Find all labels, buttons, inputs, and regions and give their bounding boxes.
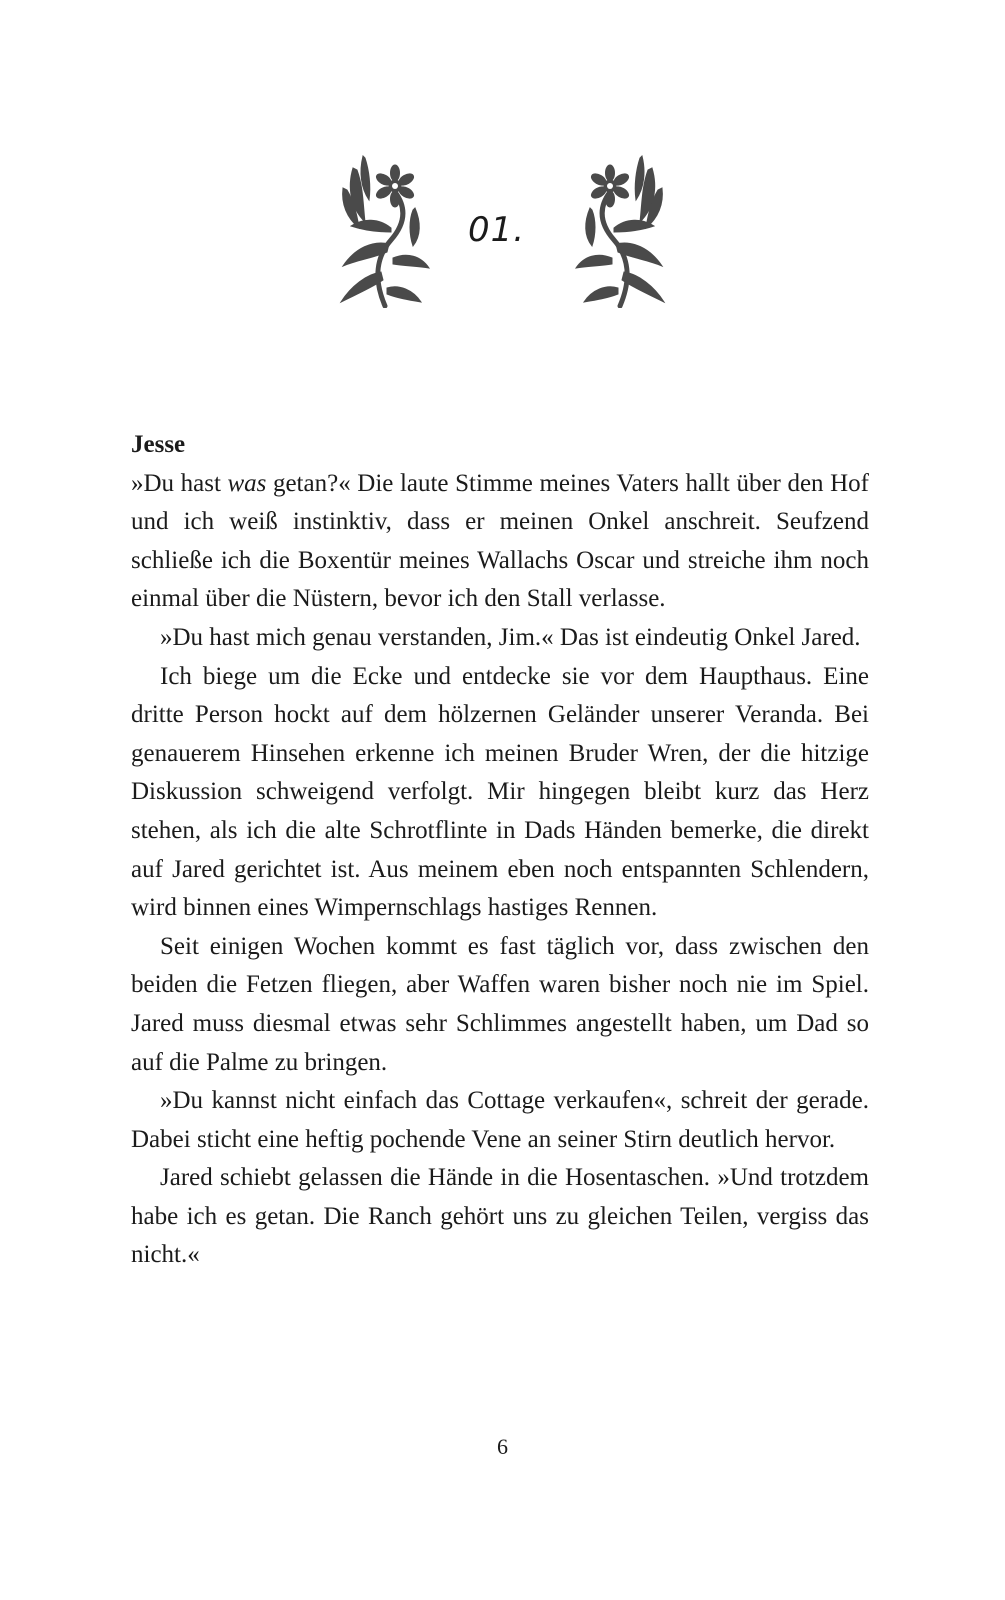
paragraph: Ich biege um die Ecke und entdecke sie vor dem Haupthaus. Eine dritte Person hockt auf dem hölzernen Geländer unserer Veranda. Bei genauerem Hinsehen erkenne ich meinen Bruder Wren, der die hitzige Diskussion schweigend verfolgt. Mir hingegen bleibt kurz das Herz stehen, als ich die alte Schrotflinte in Dads Händen bemerke, die direkt auf Jared gerichtet ist. Aus meinem eben noch entspannten Schlendern, wird binnen eines Wimpernschlags hastiges Rennen. — [131, 662, 869, 922]
page-number: 6 — [497, 1434, 508, 1459]
floral-ornament-icon — [572, 148, 672, 308]
paragraph-text: getan?« Die laute Stimme meines Vaters hallt über den Hof und ich weiß instinktiv, dass er meinen Onkel anschreit. Seufzend schließe ich die Boxentür meines Wallachs Oscar und streiche ihm noch einmal über die Nüstern, bevor ich den Stall verlasse. — [131, 469, 869, 613]
chapter-number: 01. — [468, 210, 526, 250]
paragraph-text: »Du hast — [131, 469, 228, 497]
paragraph: »Du kannst nicht einfach das Cottage verkaufen«, schreit der gerade. Dabei sticht eine heftig pochende Vene an seiner Stirn deutlich hervor. — [131, 1087, 869, 1153]
chapter-heading — [0, 140, 1005, 315]
body-text — [131, 426, 869, 1275]
paragraph: Jared schiebt gelassen die Hände in die Hosentaschen. »Und trotzdem habe ich es getan. Die Ranch gehört uns zu gleichen Teilen, vergiss das nicht.« — [131, 1164, 869, 1269]
paragraph — [131, 465, 869, 619]
floral-ornament-icon — [333, 148, 433, 308]
emphasized-word: was — [227, 469, 267, 497]
paragraph: Seit einigen Wochen kommt es fast täglich vor, dass zwischen den beiden die Fetzen fliegen, aber Waffen waren bisher noch nie im Spiel. Jared muss diesmal etwas sehr Schlimmes angestellt haben, um Dad so auf die Palme zu bringen. — [131, 932, 869, 1076]
paragraph: »Du hast mich genau verstanden, Jim.« Das ist eindeutig Onkel Jared. — [160, 623, 861, 651]
pov-character-name: Jesse — [131, 431, 186, 458]
